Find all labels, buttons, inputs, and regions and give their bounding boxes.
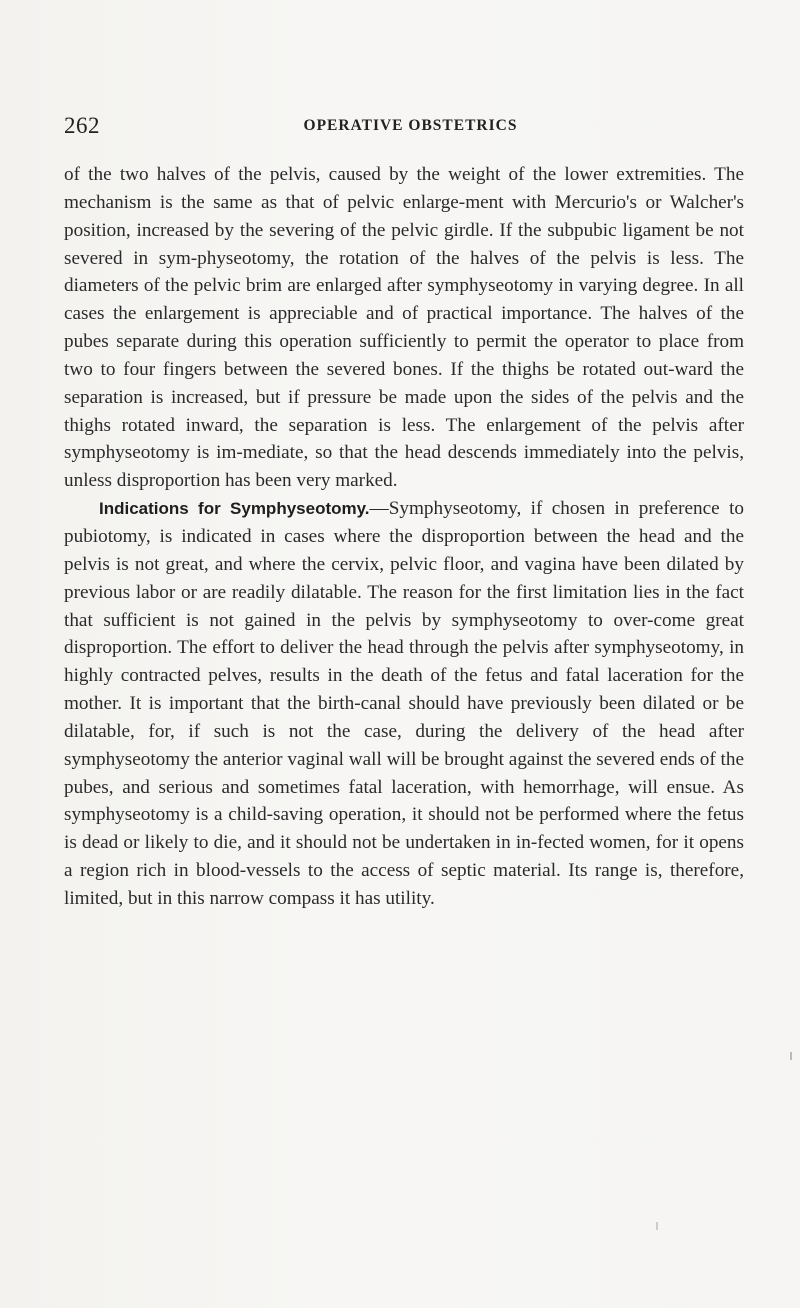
scan-mark xyxy=(656,1222,658,1230)
page-header xyxy=(64,113,749,143)
paragraph-1: of the two halves of the pelvis, caused by the weight of the lower extremities. The mechanism is the same as that of pelvic enlarge-ment with Mercurio's or Walcher's position, increased by the severing of the pelvic girdle. If the subpubic ligament be not severed in sym-physeotomy, the rotation of the halves of the pelvis is less. The diameters of the pelvic brim are enlarged after symphyseotomy in varying degree. In all cases the enlargement is appreciable and of practical importance. The halves of the pubes separate during this operation sufficiently to permit the operator to place from two to four fingers between the severed bones. If the thighs be rotated out-ward the separation is increased, but if pressure be made upon the sides of the pelvis and the thighs rotated inward, the separation is less. The enlargement of the pelvis after symphyseotomy is im-mediate, so that the head descends immediately into the pelvis, unless disproportion has been very marked. xyxy=(64,164,744,492)
scan-mark xyxy=(790,1052,792,1060)
paragraph-2 xyxy=(64,495,744,913)
paragraph-2-text: —Symphyseotomy, if chosen in preference to pubiotomy, is indicated in cases where the disproportion between the head and the pelvis is not great, and where the cervix, pelvic floor, and vagina have been dilated by previous labor or are readily dilatable. The reason for the first limitation lies in the fact that sufficient is not gained in the pelvis by symphyseotomy to over-come great disproportion. The effort to deliver the head through the pelvis after symphyseotomy, in highly contracted pelves, results in the death of the fetus and fatal laceration for the mother. It is important that the birth-canal should have previously been dilated or be dilatable, for, if such is not the case, during the delivery of the head after symphyseotomy the anterior vaginal wall will be brought against the severed ends of the pubes, and serious and sometimes fatal laceration, with hemorrhage, will ensue. As symphyseotomy is a child-saving operation, it should not be performed where the fetus is dead or likely to die, and it should not be undertaken in in-fected women, for it opens a region rich in blood-vessels to the access of septic material. Its range is, therefore, limited, but in this narrow compass it has utility. xyxy=(64,498,744,909)
section-heading: Indications for Symphyseotomy. xyxy=(99,499,370,519)
body-text xyxy=(64,161,744,913)
running-head: OPERATIVE OBSTETRICS xyxy=(303,117,518,134)
page-number: 262 xyxy=(64,113,100,138)
